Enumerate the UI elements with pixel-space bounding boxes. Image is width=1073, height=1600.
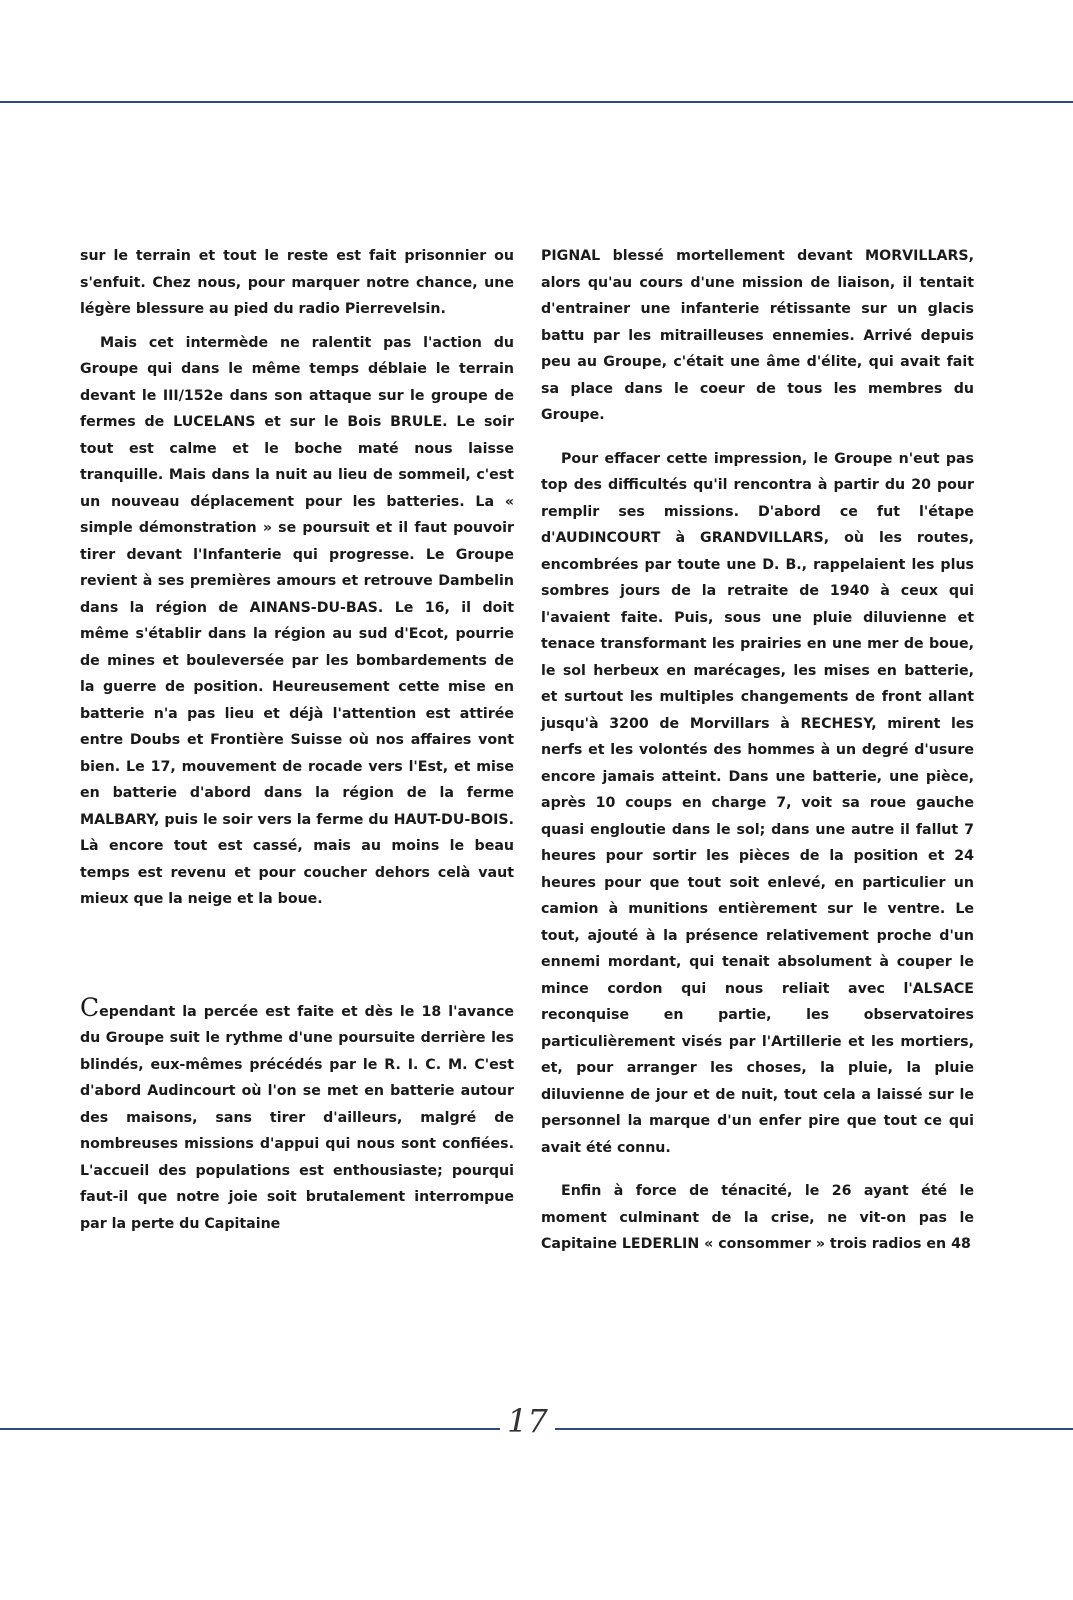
paragraph-with-initial [80,992,514,1238]
bottom-rule-right [555,1428,1073,1430]
left-column [80,243,514,1237]
page-number: 17 [507,1402,548,1440]
bottom-rule-left [0,1428,500,1430]
paragraph-text: ependant la percée est faite et dès le 18 l'avance du Groupe suit le rythme d'une poursuite derrière les blindés, eux-mêmes précédés par le R. I. C. M. C'est d'abord Audincourt où l'on se met en batterie autour des maisons, sans tirer d'ailleurs, malgré de nombreuses missions d'appui qui nous sont confiées. L'accueil des populations est enthousiaste; pourqui faut-il que notre joie soit brutalement interrompue par la perte du Capitaine [80,1003,514,1232]
paragraph: Mais cet intermède ne ralentit pas l'action du Groupe qui dans le même temps déblaie le terrain devant le III/152e dans son attaque sur le groupe de fermes de LUCELANS et sur le Bois BRULE. Le soir tout est calme et le boche maté nous laisse tranquille. Mais dans la nuit au lieu de sommeil, c'est un nouveau déplacement pour les batteries. La « simple démonstration » se poursuit et il faut pouvoir tirer devant l'Infanterie qui progresse. Le Groupe revient à ses premières amours et retrouve Dambelin dans la région de AINANS-DU-BAS. Le 16, il doit même s'établir dans la région au sud d'Ecot, pourrie de mines et bouleversée par les bombardements de la guerre de position. Heureusement cette mise en batterie n'a pas lieu et déjà l'attention est attirée entre Doubs et Frontière Suisse où nos affaires vont bien. Le 17, mouvement de rocade vers l'Est, et mise en batterie d'abord dans la région de la ferme MALBARY, puis le soir vers la ferme du HAUT-DU-BOIS. Là encore tout est cassé, mais au moins le beau temps est revenu et pour coucher dehors celà vaut mieux que la neige et la boue. [80,334,514,907]
drop-cap: C [80,992,100,1022]
paragraph: Enfin à force de ténacité, le 26 ayant été le moment culminant de la crise, ne vit-on pas le Capitaine LEDERLIN « consommer » trois radios en 48 [541,1183,974,1252]
top-rule [0,101,1073,103]
paragraph: sur le terrain et tout le reste est fait prisonnier ou s'enfuit. Chez nous, pour marquer notre chance, une légère blessure au pied du radio Pierrevelsin. [80,248,514,317]
paragraph: Pour effacer cette impression, le Groupe n'eut pas top des difficultés qu'il rencontra à partir du 20 pour remplir ses missions. D'abord ce fut l'étape d'AUDINCOURT à GRANDVILLARS, où les routes, encombrées par toute une D. B., rappelaient les plus sombres jours de la retraite de 1940 à ceux qui l'avaient faite. Puis, sous une pluie diluvienne et tenace transformant les prairies en une mer de boue, le sol herbeux en marécages, les mises en batterie, et surtout les multiples changements de front allant jusqu'à 3200 de Morvillars à RECHESY, mirent les nerfs et les volontés des hommes à un degré d'usure encore jamais atteint. Dans une batterie, une pièce, après 10 coups en charge 7, voit sa roue gauche quasi engloutie dans le sol; dans une autre il fallut 7 heures pour sortir les pièces de la position et 24 heures pour que tout soit enlevé, en particulier un camion à munitions entièrement sur le ventre. Le tout, ajouté à la présence relativement proche d'un ennemi mordant, qui tenait absolument à couper le mince cordon qui nous reliait avec l'ALSACE reconquise en partie, les observatoires particulièrement visés par l'Artillerie et les mortiers, et, pour arranger les choses, la pluie, la pluie diluvienne de jour et de nuit, tout cela a laissé sur le personnel la marque d'un enfer pire que tout ce qui avait été connu. [541,450,974,1156]
right-column [541,243,974,1258]
paragraph: PIGNAL blessé mortellement devant MORVILLARS, alors qu'au cours d'une mission de liaison, il tentait d'entrainer une infanterie rétissante sur un glacis battu par les mitrailleuses ennemies. Arrivé depuis peu au Groupe, c'était une âme d'élite, qui avait fait sa place dans le coeur de tous les membres du Groupe. [541,248,974,423]
